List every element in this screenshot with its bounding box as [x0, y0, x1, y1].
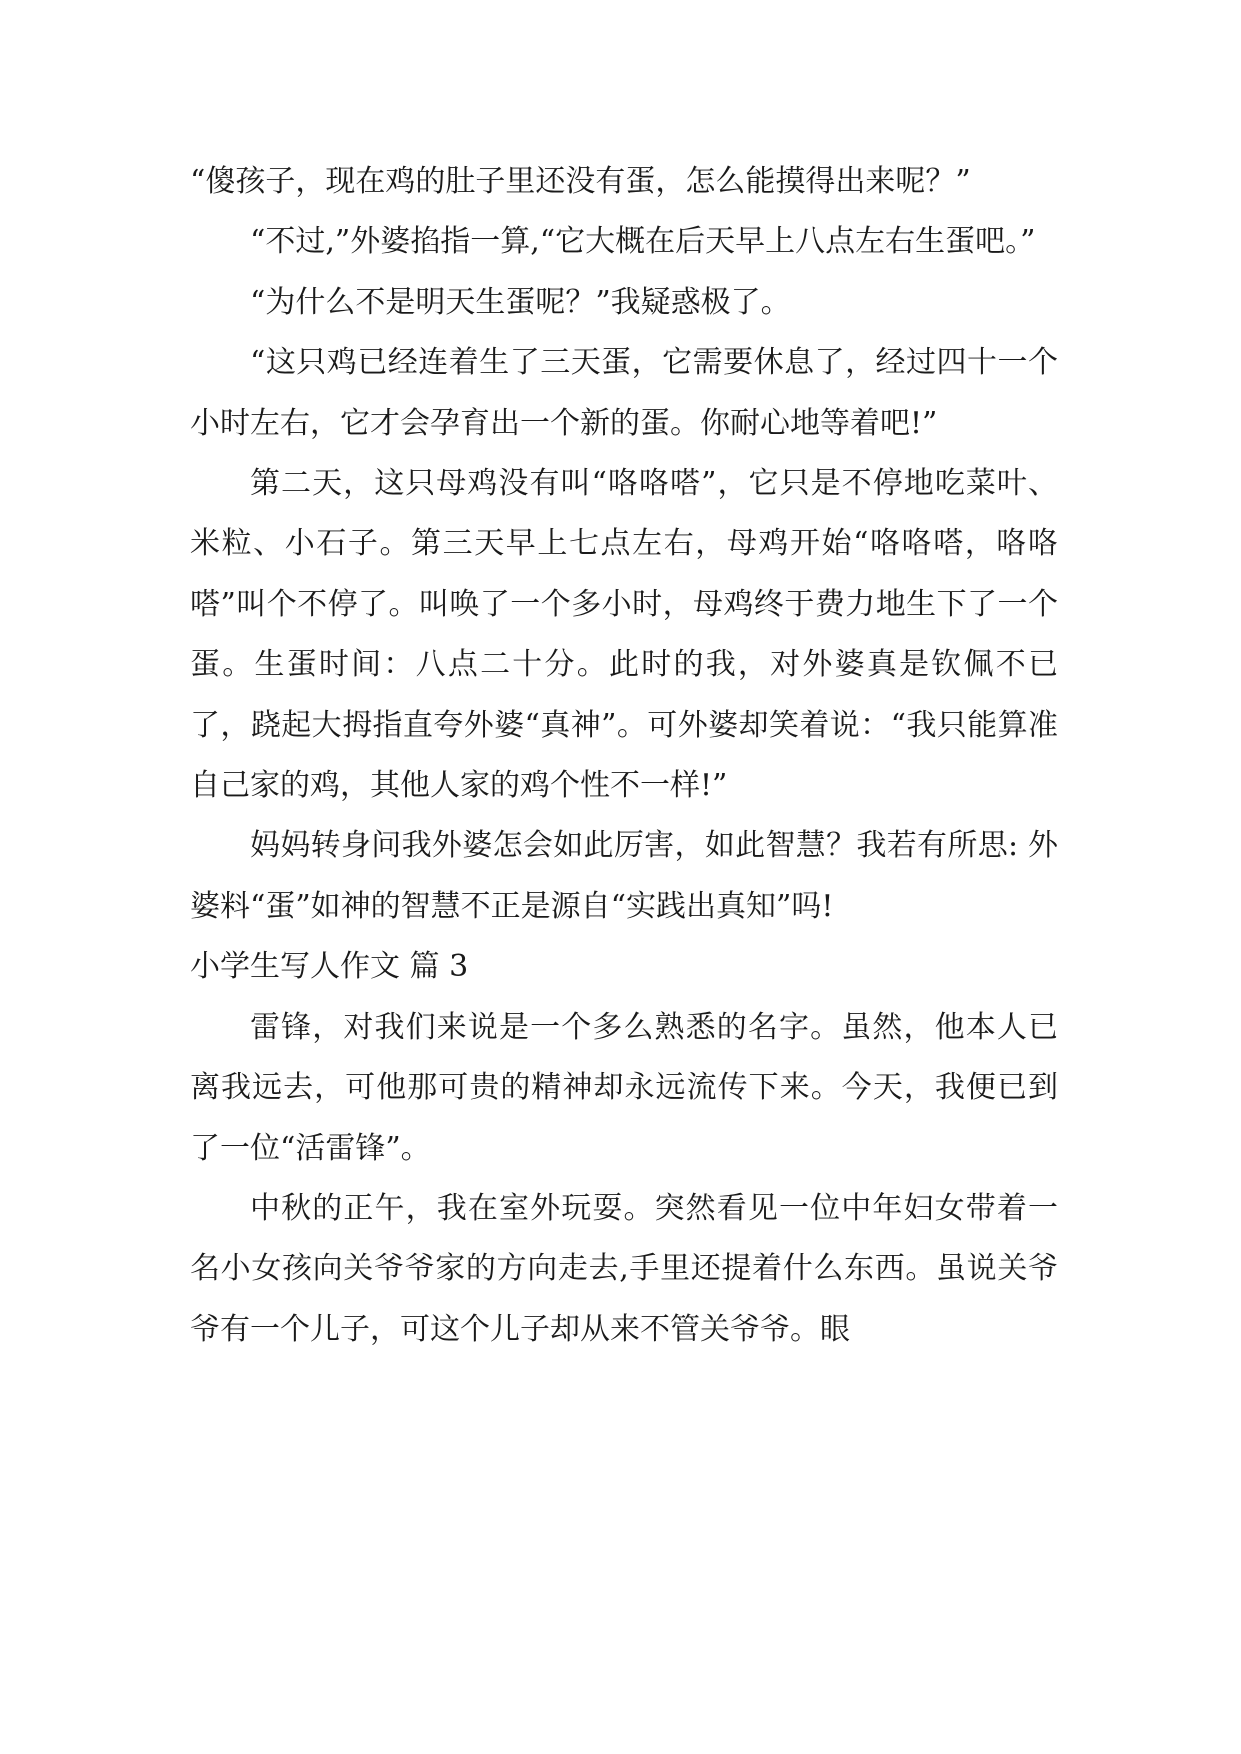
paragraph: 妈妈转身问我外婆怎会如此厉害，如此智慧？我若有所思: 外婆料“蛋”如神的智慧不正是源自“实践出真知”吗!: [190, 828, 1058, 924]
paragraph: “为什么不是明天生蛋呢？”我疑惑极了。: [250, 284, 791, 320]
paragraph: 雷锋，对我们来说是一个多么熟悉的名字。虽然，他本人已离我远去，可他那可贵的精神却永远流传下来。今天，我便已到了一位“活雷锋”。: [190, 1009, 1058, 1166]
document-page: [190, 152, 1058, 1360]
paragraph: “不过,”外婆掐指一算,“它大概在后天早上八点左右生蛋吧。”: [250, 224, 1036, 260]
section-heading: 小学生写人作文 篇 3: [190, 949, 469, 985]
paragraph: 中秋的正午，我在室外玩耍。突然看见一位中年妇女带着一名小女孩向关爷爷家的方向走去,手里还提着什么东西。虽说关爷爷有一个儿子，可这个儿子却从来不管关爷爷。眼: [190, 1190, 1058, 1347]
paragraph: 第二天，这只母鸡没有叫“咯咯嗒”，它只是不停地吃菜叶、米粒、小石子。第三天早上七点左右，母鸡开始“咯咯嗒，咯咯嗒”叫个不停了。叫唤了一个多小时，母鸡终于费力地生下了一个蛋。生蛋时间：八点二十分。此时的我，对外婆真是钦佩不已了，跷起大拇指直夸外婆“真神”。可外婆却笑着说：“我只能算准自己家的鸡，其他人家的鸡个性不一样!”: [190, 466, 1058, 804]
paragraph-continuation: “傻孩子，现在鸡的肚子里还没有蛋，怎么能摸得出来呢？”: [190, 164, 971, 199]
paragraph: “这只鸡已经连着生了三天蛋，它需要休息了，经过四十一个小时左右，它才会孕育出一个新的蛋。你耐心地等着吧!”: [190, 345, 1058, 441]
